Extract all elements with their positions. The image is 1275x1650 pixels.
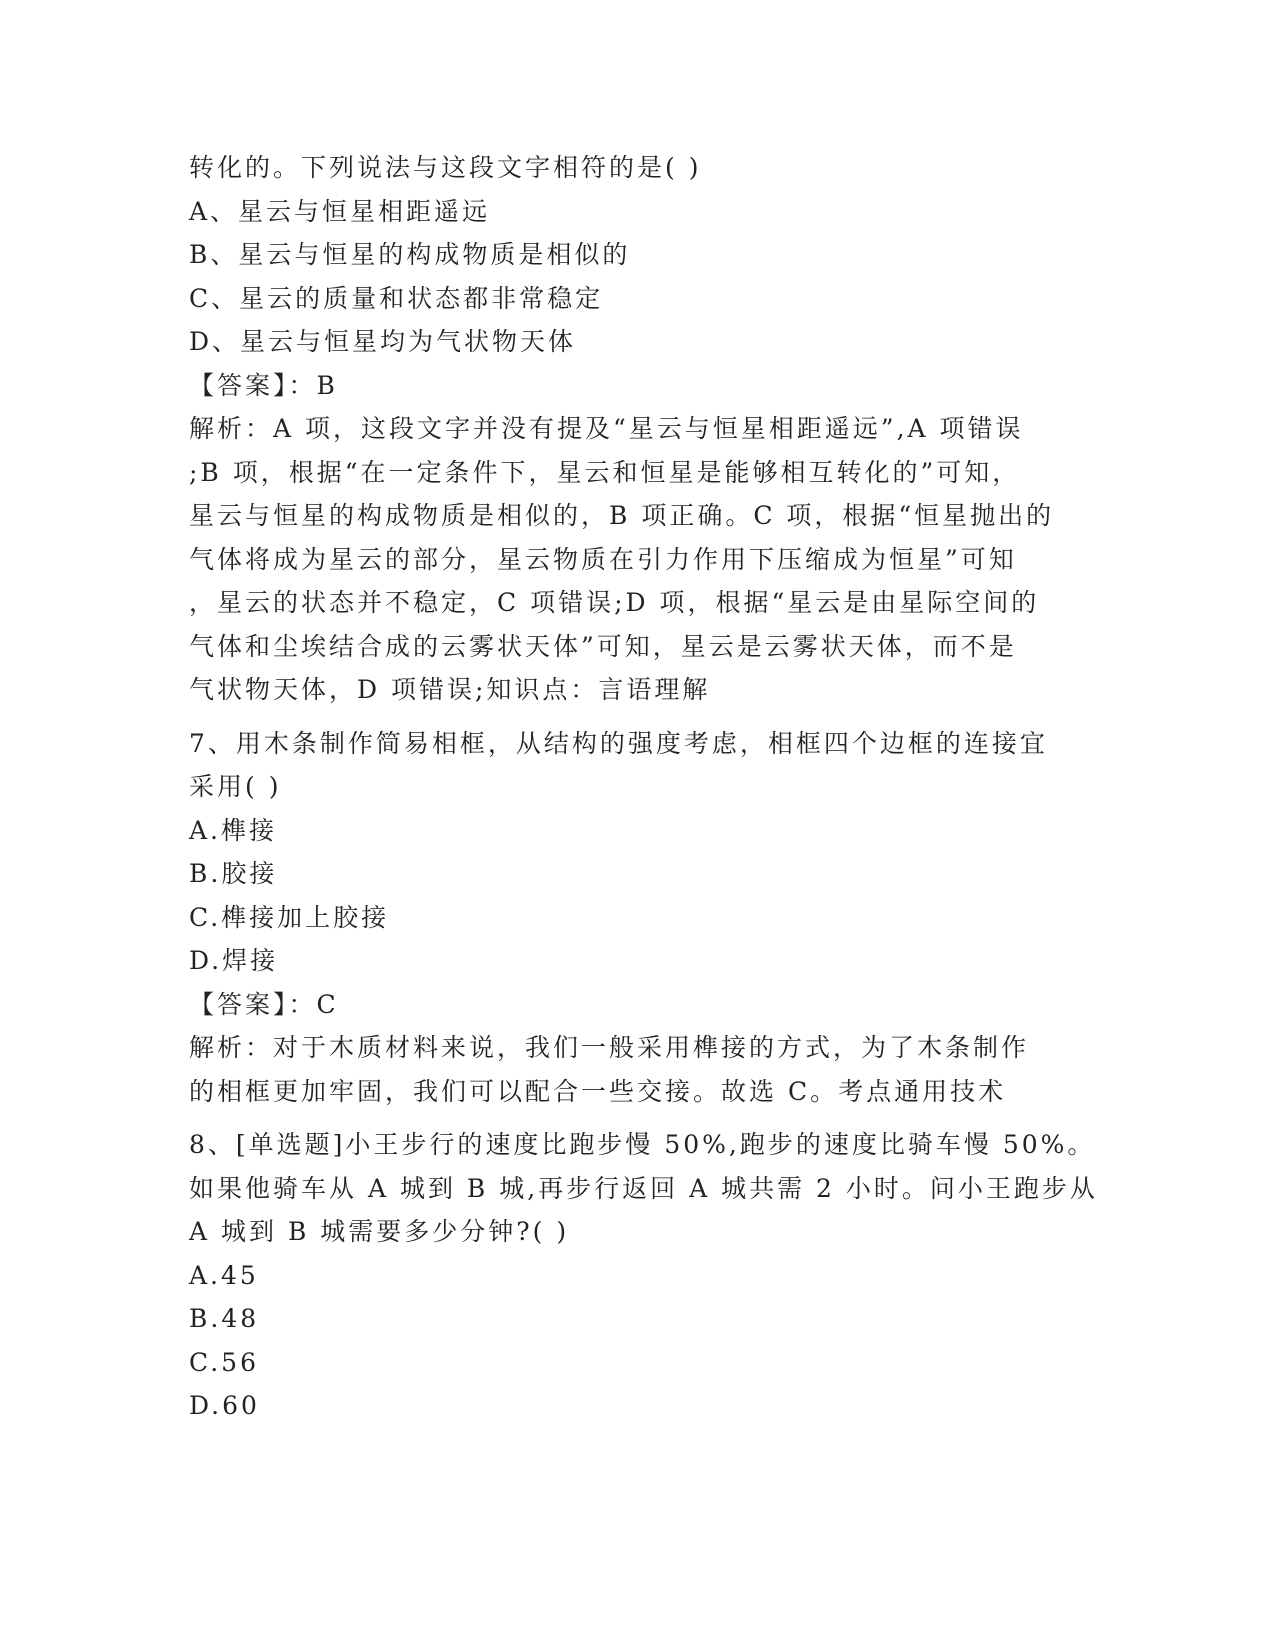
question-stem: A 城到 B 城需要多少分钟?( ) (189, 1217, 570, 1246)
question-stem-tail: 转化的。下列说法与这段文字相符的是( ) (189, 153, 702, 182)
explanation-line: 解析：对于木质材料来说，我们一般采用榫接的方式，为了木条制作 (189, 1033, 1030, 1062)
explanation-line: 星云与恒星的构成物质是相似的，B 项正确。C 项，根据“恒星抛出的 (189, 501, 1055, 530)
question-6-continued (189, 146, 1089, 712)
explanation-line: 的相框更加牢固，我们可以配合一些交接。故选 C。考点通用技术 (189, 1076, 1007, 1106)
option-c: C.56 (189, 1347, 259, 1377)
spacer (189, 1113, 1089, 1123)
question-stem: 8、[单选题]小王步行的速度比跑步慢 50%,跑步的速度比骑车慢 50%。 (189, 1130, 1096, 1159)
explanation-line: ，星云的状态并不稳定，C 项错误;D 项，根据“星云是由星际空间的 (189, 588, 1040, 617)
explanation-line: 气状物天体，D 项错误;知识点：言语理解 (189, 675, 711, 704)
option-d: D.60 (189, 1391, 260, 1420)
answer-line: 【答案】：B (189, 370, 338, 400)
option-d: D、星云与恒星均为气状物天体 (189, 327, 577, 356)
option-d: D.焊接 (189, 946, 279, 975)
option-b: B.48 (189, 1304, 260, 1333)
option-b: B、星云与恒星的构成物质是相似的 (189, 240, 631, 269)
question-7 (189, 722, 1089, 1114)
question-stem: 7、用木条制作简易相框，从结构的强度考虑，相框四个边框的连接宜 (189, 728, 1048, 758)
explanation-line: 解析：A 项，这段文字并没有提及“星云与恒星相距遥远”,A 项错误 (189, 414, 1024, 443)
explanation-line: ;B 项，根据“在一定条件下，星云和恒星是能够相互转化的”可知， (189, 457, 1021, 487)
spacer (189, 712, 1089, 722)
question-stem: 如果他骑车从 A 城到 B 城,再步行返回 A 城共需 2 小时。问小王跑步从 (189, 1173, 1098, 1203)
question-8 (189, 1123, 1098, 1428)
option-a: A、星云与恒星相距遥远 (189, 196, 491, 226)
option-b: B.胶接 (189, 859, 278, 888)
option-a: A.45 (189, 1260, 259, 1290)
explanation-line: 气体和尘埃结合成的云雾状天体”可知，星云是云雾状天体，而不是 (189, 631, 1017, 661)
answer-line: 【答案】：C (189, 989, 339, 1019)
option-c: C、星云的质量和状态都非常稳定 (189, 283, 604, 313)
option-c: C.榫接加上胶接 (189, 902, 390, 932)
explanation-line: 气体将成为星云的部分，星云物质在引力作用下压缩成为恒星”可知 (189, 544, 1017, 574)
question-stem: 采用( ) (189, 772, 282, 801)
option-a: A.榫接 (189, 815, 278, 845)
page-content (189, 146, 1098, 1428)
